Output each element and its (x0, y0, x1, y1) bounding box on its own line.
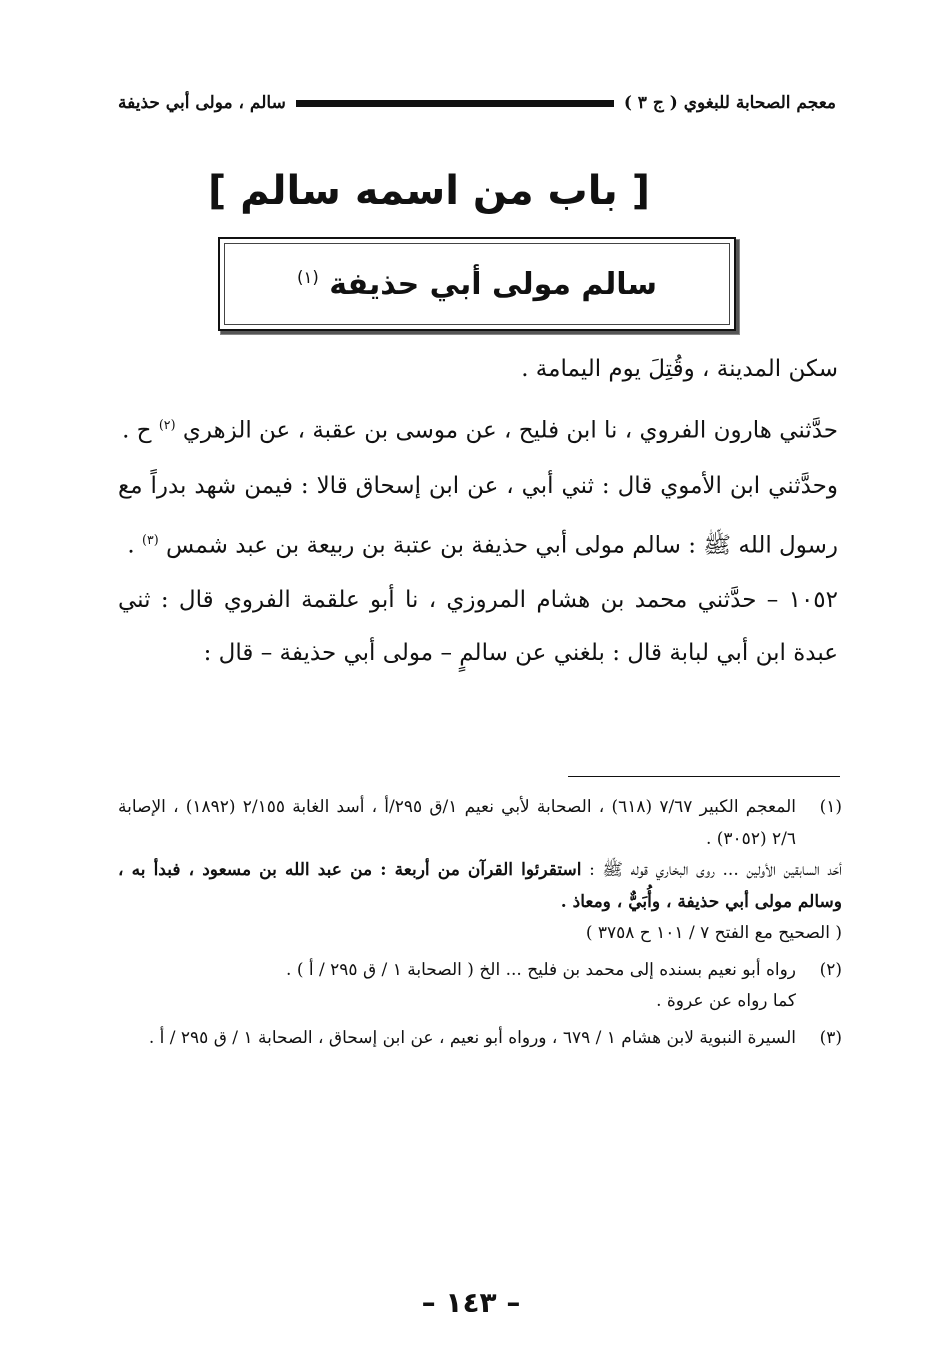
header-book-title: معجم الصحابة للبغوي ( ج ٣ ) (623, 93, 836, 113)
header-entry-name: سالم ، مولى أبي حذيفة (118, 93, 286, 113)
footnote-1-note (118, 855, 842, 918)
footnote-2-note: كما رواه عن عروة . (656, 991, 796, 1011)
footnote-2-sources: رواه أبو نعيم بسنده إلى محمد بن فليح ... الخ ( الصحابة ١ / ق ٢٩٥ / أ ) . (286, 959, 796, 980)
isnad-1-text: حدَّثني هارون الفروي ، نا ابن فليح ، عن موسى بن عقبة ، عن الزهري (182, 417, 838, 444)
footnote-2 (118, 955, 842, 1018)
running-header (118, 86, 836, 120)
footnote-1-note-quote: استقرئوا القرآن من أربعة : من عبد الله بن مسعود ، فبدأ به ، وسالم مولى أبي حذيفة ، وأُبَيٌّ ، ومعاذ . (118, 860, 842, 912)
footnote-1-mark: (١) (819, 797, 842, 817)
paragraph-isnad-1 (118, 398, 838, 458)
entry-title (297, 267, 657, 302)
footnote-1-note-source: ( الصحيح مع الفتح ٧ / ١٠١ ح ٣٧٥٨ ) (585, 923, 842, 943)
paragraph-hadith (118, 574, 838, 680)
footnote-3-sources: السيرة النبوية لابن هشام ١ / ٦٧٩ ، ورواه أبو نعيم ، عن ابن إسحاق ، الصحابة ١ / ق ٢٩٥ / أ . (148, 1027, 796, 1048)
paragraph-residence: سكن المدينة ، وقُتِلَ يوم اليمامة . (521, 356, 838, 382)
paragraph-isnad-2 (118, 460, 838, 573)
isnad-1-end: ح . (122, 417, 152, 444)
page-number: – ١٤٣ – (421, 1286, 521, 1319)
footnotes (118, 792, 842, 1059)
chapter-title: [ باب من اسمه سالم ] (207, 168, 650, 214)
isnad-2-text: وحدَّثني ابن الأموي قال : ثني أبي ، عن ابن إسحاق قالا : فيمن شهد بدراً مع رسول الله ﷺ : سالم مولى أبي حذيفة بن عتبة بن ربيعة بن عبد شمس (118, 472, 838, 559)
footnote-3-mark: (٣) (819, 1027, 842, 1048)
footnote-ref-2: (٢) (158, 417, 176, 432)
entry-title-text: سالم مولى أبي حذيفة (329, 266, 657, 302)
entry-title-frame (224, 243, 730, 325)
hadith-number: ١٠٥٢ – (766, 587, 839, 614)
header-rule (296, 100, 614, 107)
entry-title-box (218, 237, 736, 331)
entry-footnote-ref: (١) (297, 267, 319, 287)
footnote-1-sources: المعجم الكبير ٧/٦٧ (٦١٨) ، الصحابة لأبي نعيم ١/ق ٢٩٥/أ ، أسد الغابة ٢/١٥٥ (١٨٩٢) ، الإصابة ٢/٦ (٣٠٥٢) . (118, 797, 796, 849)
hadith-text: حدَّثني محمد بن هشام المروزي ، نا أبو علقمة الفروي قال : ثني عبدة ابن أبي لبابة قال : بلغني عن سالمٍ – مولى أبي حذيفة – قال : (118, 587, 838, 667)
footnote-1-note-plain: أحَد السابقين الأولين ... روى البخاري قوله ﷺ : (589, 860, 842, 880)
body-text (118, 343, 838, 680)
footnote-1 (118, 792, 842, 950)
footnote-3 (118, 1023, 842, 1055)
isnad-2-end: . (127, 532, 135, 559)
footnote-2-mark: (٢) (819, 959, 842, 980)
footnote-ref-3: (٣) (142, 531, 159, 547)
footnote-separator (568, 776, 840, 777)
